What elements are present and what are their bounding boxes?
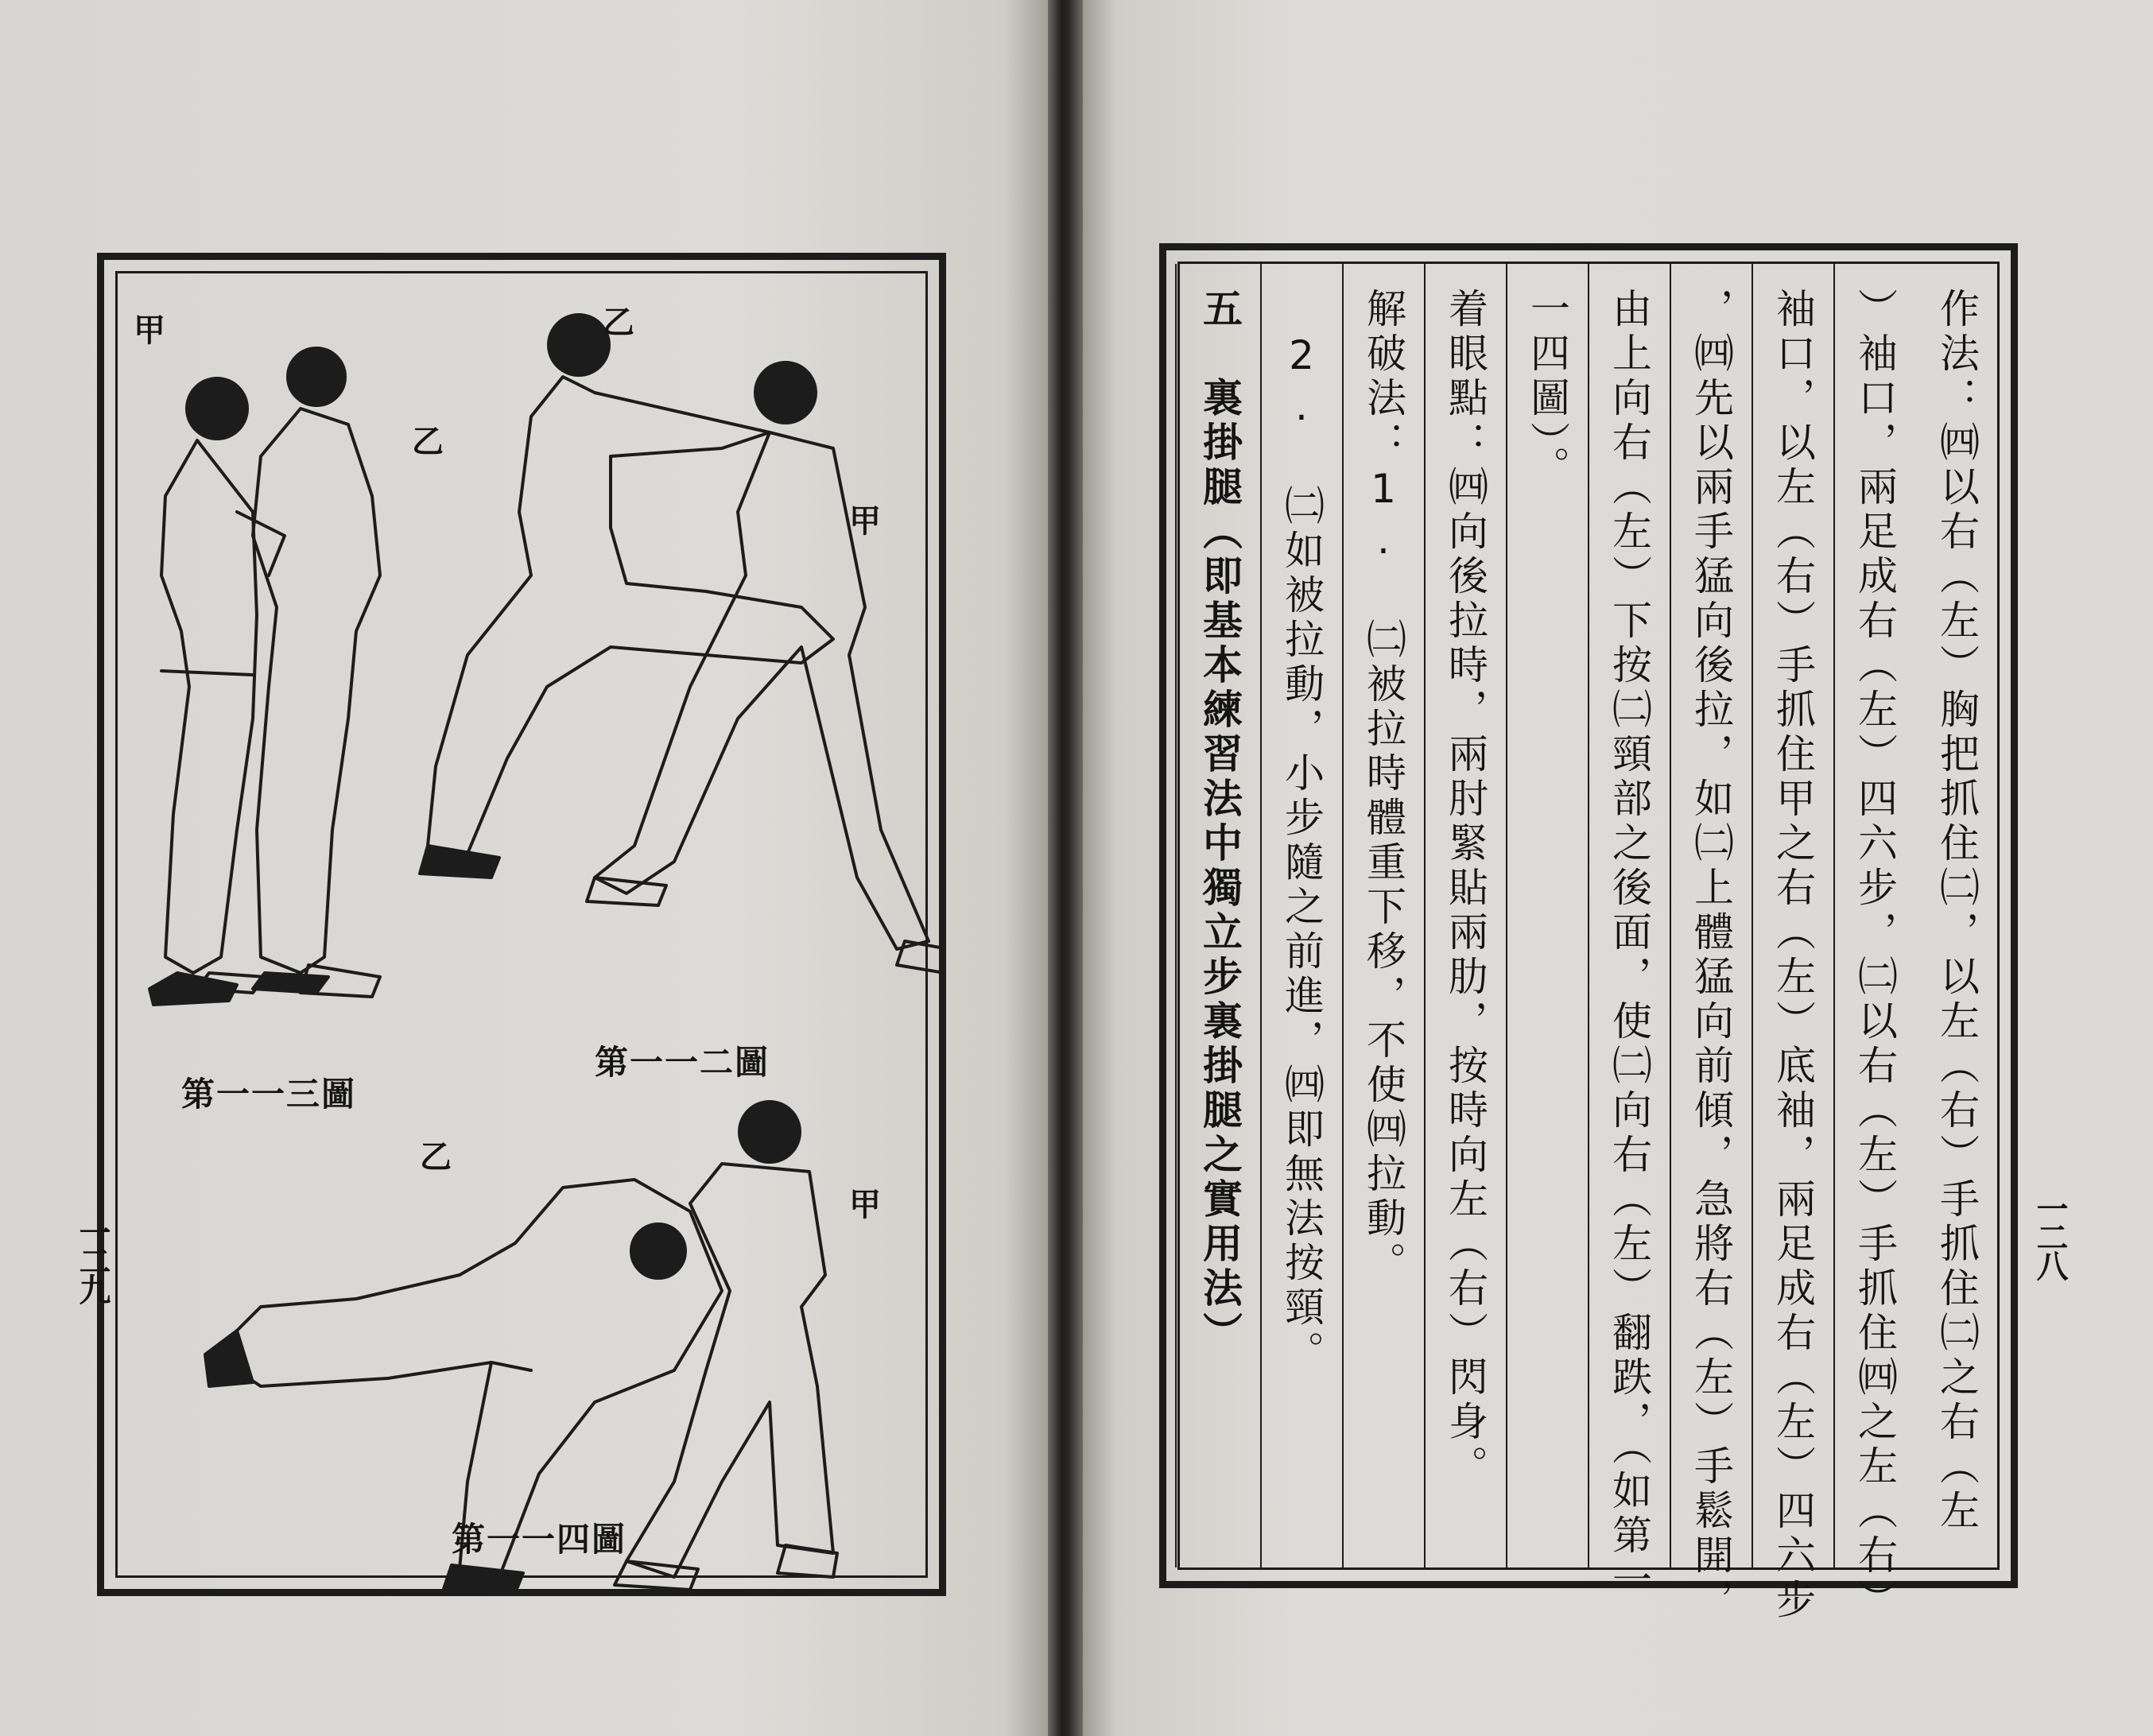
text-column-6: 一四圖）。 (1506, 264, 1588, 1567)
figure-113-drawing (149, 348, 380, 1005)
text-frame (1159, 243, 2018, 1623)
text-column-9: 2. ㈡如被拉動，小步隨之前進，㈣即無法按頸。 (1260, 264, 1342, 1567)
figure-112-label-jia: 甲 (849, 503, 881, 540)
figure-plate (97, 253, 946, 1596)
figure-plate-inner-border (115, 271, 928, 1578)
figure-112-drawing (420, 315, 940, 973)
figure-114-label-yi: 乙 (420, 1139, 452, 1176)
figure-114-caption: 第一一四圖 (452, 1520, 627, 1559)
figure-113-caption: 第一一三圖 (181, 1075, 357, 1114)
figure-113-label-jia: 甲 (134, 312, 165, 349)
book-gutter (1048, 0, 1083, 1736)
text-column-7: 着眼點：㈣向後拉時，兩肘緊貼兩肋，按時向左（右）閃身。 (1424, 264, 1506, 1567)
text-column-10-section-heading: 五 裏掛腿（即基本練習法中獨立步裏掛腿之實用法） (1175, 264, 1260, 1567)
figure-114-label-jia: 甲 (849, 1187, 881, 1223)
text-column-8: 解破法：1. ㈡被拉時體重下移，不使㈣拉動。 (1342, 264, 1424, 1567)
text-column-3: 袖口，以左（右）手抓住甲之右（左）底袖，兩足成右（左）四六步 (1751, 264, 1833, 1567)
text-column-4: ，㈣先以兩手猛向後拉，如㈡上體猛向前傾，急將右（左）手鬆開， (1670, 264, 1751, 1567)
left-page-number: 一二九 (74, 1216, 111, 1302)
text-column-5: 由上向右（左）下按㈡頸部之後面，使㈡向右（左）翻跌，（如第一 (1588, 264, 1670, 1567)
text-frame-inner-border (1177, 262, 2000, 1623)
text-column-1: 作法：㈣以右（左）胸把抓住㈡，以左（右）手抓住㈡之右（左 (1934, 288, 1980, 1534)
figure-112-caption: 第一一二圖 (595, 1043, 770, 1082)
figure-112-label-yi: 乙 (603, 304, 634, 341)
martial-arts-illustrations (118, 273, 940, 1590)
right-page-number: 一二八 (2031, 1192, 2068, 1278)
text-column-2: ）袖口，兩足成右（左）四六步，㈡以右（左）手抓住㈣之左（右） (1833, 264, 1915, 1567)
figure-113-label-yi: 乙 (412, 424, 444, 460)
